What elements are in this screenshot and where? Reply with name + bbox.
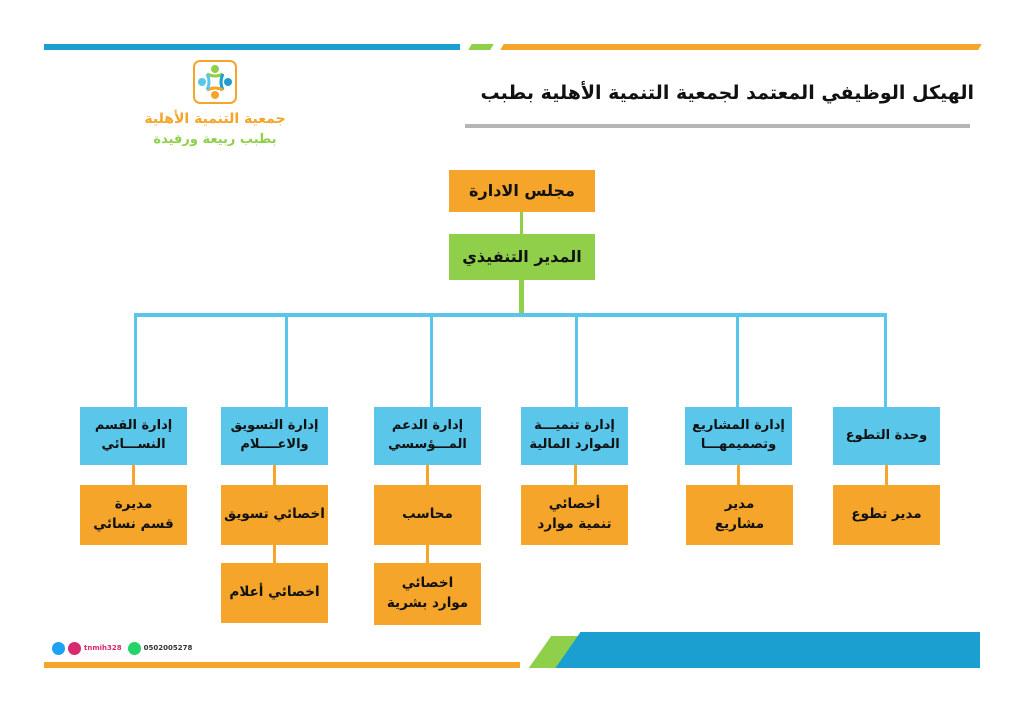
- dept-projects: إدارة المشاريع وتصميمهـــا: [685, 407, 792, 465]
- logo-emblem: [193, 60, 237, 104]
- dept-institutional-support: إدارة الدعم المـــؤسسي: [374, 407, 481, 465]
- title-underline: [465, 124, 970, 128]
- staff-resource-specialist: أخصائي تنمية موارد: [521, 485, 628, 545]
- drop-dept-6: [134, 313, 137, 407]
- drop-dept-5: [285, 313, 288, 407]
- staff-women-section-manager: مديرة قسم نسائي: [80, 485, 187, 545]
- top-stripe-blue: [44, 44, 460, 50]
- staff-hr-specialist: اخصائي موارد بشرية: [374, 563, 481, 625]
- drop-dept-4: [430, 313, 433, 407]
- logo-name: جمعية التنمية الأهلية: [144, 111, 286, 127]
- staff-marketing-specialist: اخصائي تسويق: [221, 485, 328, 545]
- drop-dept-1: [884, 313, 887, 407]
- social-handle: tnmih328: [84, 644, 122, 652]
- drop-staff-5: [273, 465, 276, 485]
- department-bus: [134, 313, 887, 317]
- board-exec-connector: [520, 212, 523, 234]
- twitter-icon[interactable]: [52, 642, 65, 655]
- page-title: الهيكل الوظيفي المعتمد لجمعية التنمية الأهلية بطبب: [480, 82, 974, 104]
- board-box: مجلس الادارة: [449, 170, 595, 212]
- executive-box: المدير التنفيذي: [449, 234, 595, 280]
- staff-volunteer-manager: مدير تطوع: [833, 485, 940, 545]
- whatsapp-icon[interactable]: [128, 642, 141, 655]
- dept-volunteering: وحدة التطوع: [833, 407, 940, 465]
- top-stripe-orange: [500, 44, 981, 50]
- drop-dept-2: [736, 313, 739, 407]
- bottom-stripe-blue: [580, 632, 980, 668]
- instagram-icon[interactable]: [68, 642, 81, 655]
- drop-staff-4b: [426, 545, 429, 563]
- dept-financial-resources: إدارة تنميـــة الموارد المالية: [521, 407, 628, 465]
- drop-dept-3: [575, 313, 578, 407]
- bottom-stripe-orange: [44, 662, 520, 668]
- logo-subtitle: بطبب ربيعة ورفيدة: [153, 132, 277, 147]
- staff-accountant: محاسب: [374, 485, 481, 545]
- drop-staff-3: [574, 465, 577, 485]
- top-stripe-green: [468, 44, 493, 50]
- logo-people-icon: [193, 60, 237, 104]
- drop-staff-4: [426, 465, 429, 485]
- phone-number: 0502005278: [143, 644, 193, 652]
- staff-media-specialist: اخصائي أعلام: [221, 563, 328, 623]
- exec-stem-connector: [519, 280, 524, 314]
- dept-marketing-media: إدارة التسويق والاعــــلام: [221, 407, 328, 465]
- drop-staff-6: [132, 465, 135, 485]
- dept-women-section: إدارة القسم النســـائي: [80, 407, 187, 465]
- footer-social: [52, 640, 192, 656]
- drop-staff-5b: [273, 545, 276, 563]
- drop-staff-2: [737, 465, 740, 485]
- drop-staff-1: [885, 465, 888, 485]
- staff-projects-manager: مدير مشاريع: [686, 485, 793, 545]
